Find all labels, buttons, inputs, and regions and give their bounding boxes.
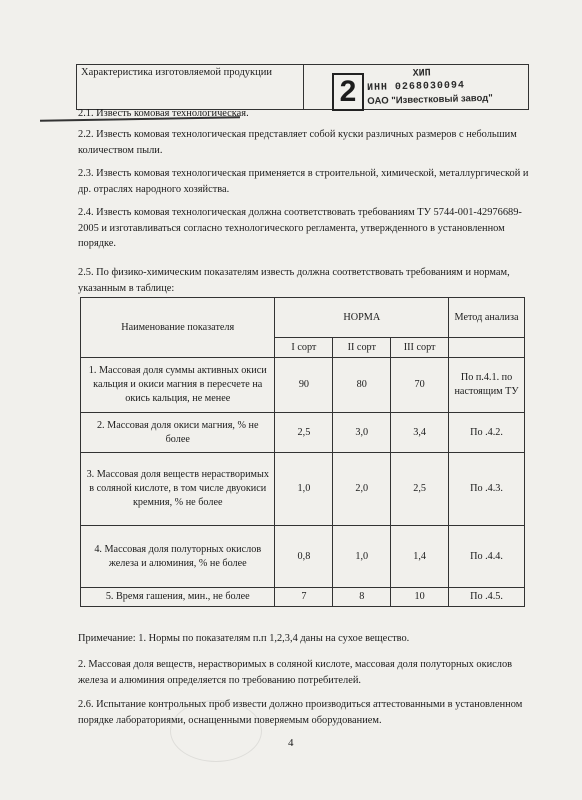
table-row [81, 413, 525, 453]
row-name: 5. Время гашения, мин., не более [81, 588, 275, 607]
row-grade-2: 1,0 [333, 526, 391, 588]
row-name: 3. Массовая доля веществ нерастворимых в соляной кислоте, в том числе двуокиси кремния, % не более [81, 453, 275, 526]
paragraph-2-1: 2.1. Известь комовая технологическая. [78, 108, 249, 119]
row-method: По .4.3. [449, 453, 525, 526]
table-row [81, 526, 525, 588]
header-norm: НОРМА [275, 298, 449, 338]
row-grade-3: 3,4 [391, 413, 449, 453]
header-divider [303, 65, 304, 109]
stamp-line-company: ОАО "Известковый завод" [367, 92, 493, 107]
paragraph-2-2: 2.2. Известь комовая технологическая представляет собой куски различных размеров с небольшим количеством пыли. [78, 129, 517, 156]
paragraph-2-3: 2.3. Известь комовая технологическая применяется в строительной, химической, металлургической и др. отраслях народного хозяйства. [78, 168, 529, 195]
row-name: 1. Массовая доля суммы активных окиси кальция и окиси магния в пересчете на окись кальция, не менее [81, 358, 275, 413]
row-method: По .4.2. [449, 413, 525, 453]
paragraph-2-6: 2.6. Испытание контрольных проб извести должно производиться аттестованными в установленном порядке лабораториями, оснащенными поверяемым оборудованием. [78, 699, 523, 726]
row-grade-3: 1,4 [391, 526, 449, 588]
row-method: По п.4.1. по настоящим ТУ [449, 358, 525, 413]
row-grade-2: 8 [333, 588, 391, 607]
table-row [81, 358, 525, 413]
header-title: Характеристика изготовляемой продукции [81, 67, 273, 78]
row-name: 4. Массовая доля полуторных окислов железа и алюминия, % не более [81, 526, 275, 588]
header-grade-2: II сорт [333, 338, 391, 358]
stamp-line-1: ХИП [412, 68, 431, 80]
row-grade-2: 2,0 [333, 453, 391, 526]
header-method: Метод анализа [449, 298, 525, 338]
row-grade-2: 3,0 [333, 413, 391, 453]
faint-round-seal [170, 700, 262, 762]
row-grade-1: 1,0 [275, 453, 333, 526]
header-grade-1: I сорт [275, 338, 333, 358]
row-grade-3: 70 [391, 358, 449, 413]
row-grade-1: 2,5 [275, 413, 333, 453]
stamp-line-inn: ИНН 0268030094 [366, 80, 466, 94]
row-name: 2. Массовая доля окиси магния, % не более [81, 413, 275, 453]
page-number: 4 [288, 737, 294, 749]
paragraph-2-4: 2.4. Известь комовая технологическая должна соответствовать требованиям ТУ 5744-001-42976689-2005 и изготавливаться согласно технологического регламента, утвержденного в установленном порядке. [78, 207, 522, 249]
header-box [76, 64, 529, 110]
header-indicator-name: Наименование показателя [81, 298, 275, 358]
paragraph-2-5: 2.5. По физико-химическим показателям известь должна соответствовать требованиям и нормам, указанным в таблице: [78, 267, 510, 294]
norms-table [80, 297, 525, 607]
company-stamp [367, 65, 518, 108]
note-1: Примечание: 1. Нормы по показателям п.п 1,2,3,4 даны на сухое вещество. [78, 633, 410, 644]
stamp-number: 2 [332, 73, 364, 111]
header-method-blank [449, 338, 525, 358]
header-grade-3: III сорт [391, 338, 449, 358]
row-grade-2: 80 [333, 358, 391, 413]
row-grade-1: 7 [275, 588, 333, 607]
table-row [81, 588, 525, 607]
row-grade-3: 2,5 [391, 453, 449, 526]
row-grade-1: 0,8 [275, 526, 333, 588]
table-header-row [81, 298, 525, 338]
table-row [81, 453, 525, 526]
row-method: По .4.4. [449, 526, 525, 588]
row-grade-3: 10 [391, 588, 449, 607]
note-2: 2. Массовая доля веществ, нерастворимых в соляной кислоте, массовая доля полуторных окислов железа и алюминия определяется по требованию потребителей. [78, 659, 513, 686]
row-grade-1: 90 [275, 358, 333, 413]
row-method: По .4.5. [449, 588, 525, 607]
